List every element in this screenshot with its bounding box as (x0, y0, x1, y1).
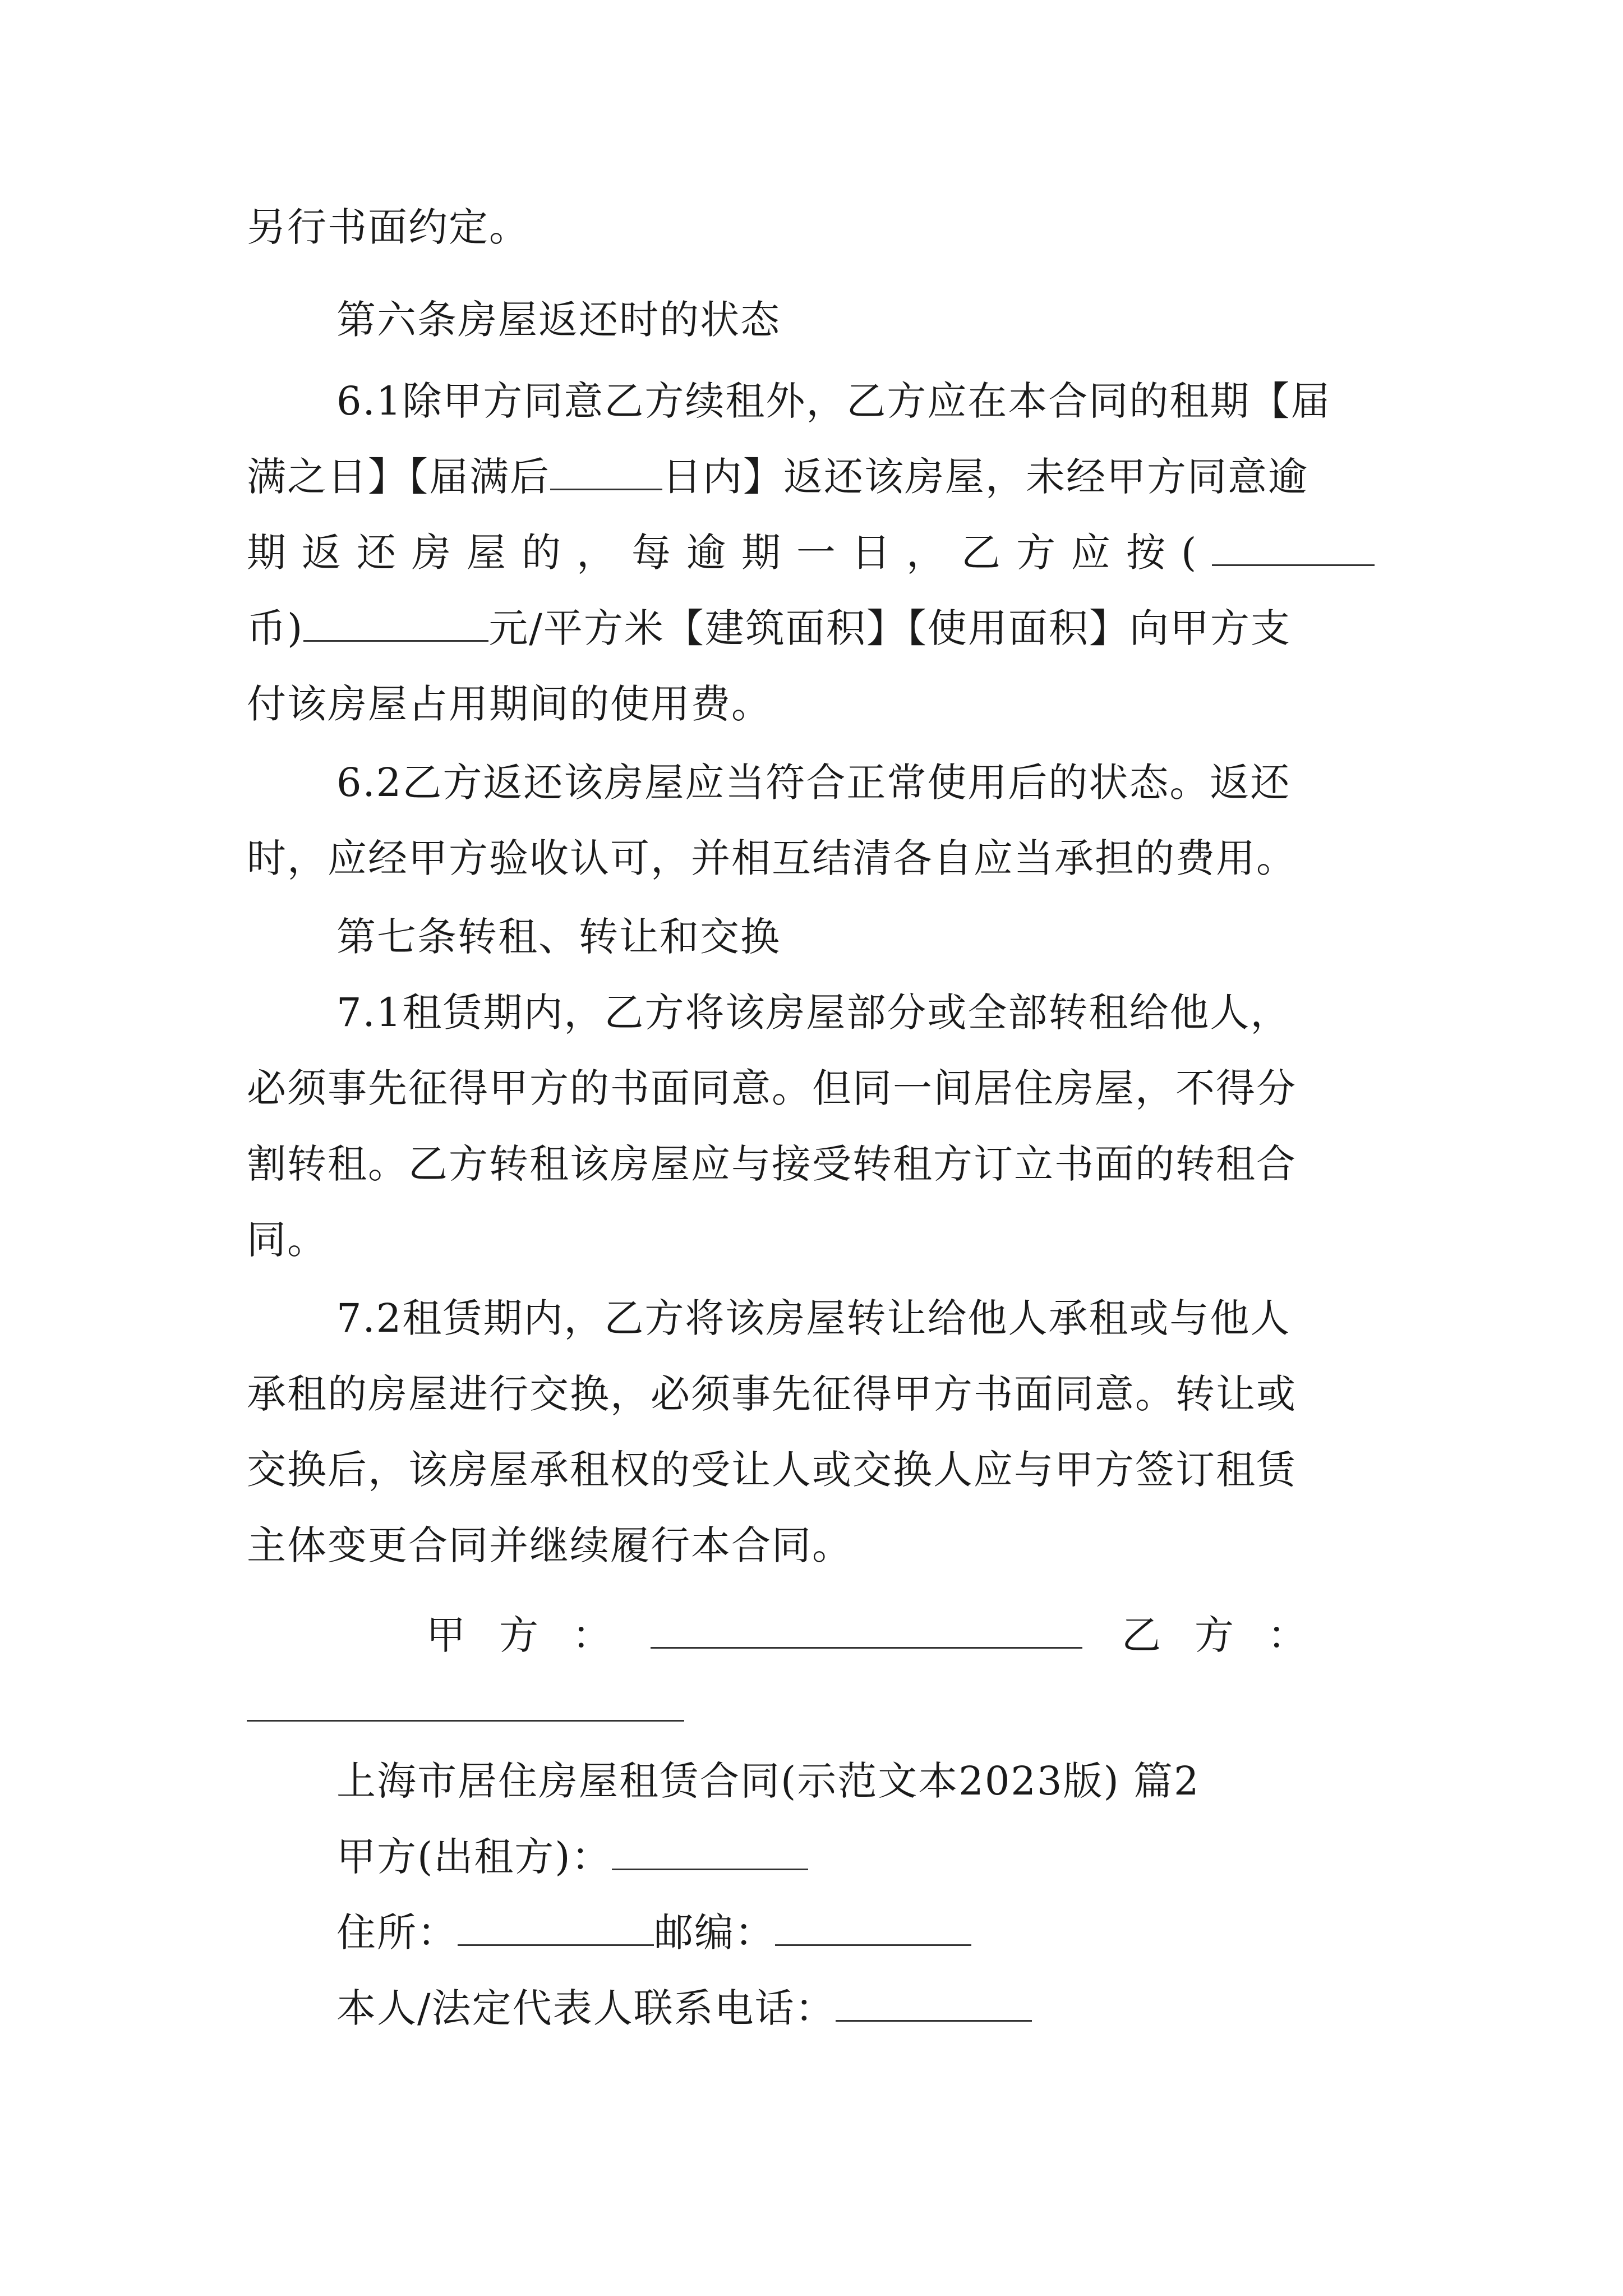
text-line (336, 1980, 1475, 2036)
party-b-label: 乙方： (1122, 1612, 1340, 1658)
blank-field (550, 453, 662, 490)
text-line (336, 1829, 1475, 1885)
address-field (458, 1908, 654, 1946)
text-line: 承租的房屋进行交换，必须事先征得甲方书面同意。转让或 (247, 1371, 1297, 1417)
section-heading-7: 第七条转租、转让和交换 (336, 914, 781, 960)
text-line: 时，应经甲方验收认可，并相互结清各自应当承担的费用。 (247, 835, 1297, 881)
text-line (247, 600, 1385, 656)
text-line: 7.2租赁期内，乙方将该房屋转让给他人承租或与他人 (336, 1295, 1291, 1341)
text-line: 必须事先征得甲方的书面同意。但同一间居住房屋，不得分 (247, 1065, 1297, 1111)
blank-field (1212, 528, 1375, 566)
phone-field (836, 1984, 1032, 2022)
phone-label: 本人/法定代表人联系电话： (336, 1985, 836, 2031)
party-a-label: 甲方： (426, 1612, 645, 1658)
text-segment: 满之日】【届满后 (247, 454, 550, 500)
text-line: 6.2乙方返还该房屋应当符合正常使用后的状态。返还 (336, 760, 1291, 806)
text-line: 交换后，该房屋承租权的受让人或交换人应与甲方签订租赁 (247, 1447, 1297, 1493)
text-line: 主体变更合同并继续履行本合同。 (247, 1522, 852, 1568)
text-line: 付该房屋占用期间的使用费。 (247, 681, 772, 727)
text-line: 6.1除甲方同意乙方续租外，乙方应在本合同的租期【届 (336, 378, 1331, 424)
party-a-lessor-label: 甲方(出租方)： (336, 1834, 612, 1880)
section-heading-6: 第六条房屋返还时的状态 (336, 297, 781, 343)
postcode-label: 邮编： (654, 1910, 775, 1955)
text-line: 7.1租赁期内，乙方将该房屋部分或全部转租给他人， (336, 990, 1291, 1036)
text-segment: 期返还房屋的，每逾期一日，乙方应按( (247, 530, 1212, 576)
signature-line (426, 1607, 1380, 1663)
text-segment: 币) (247, 605, 304, 651)
party-b-signature-field (247, 1720, 684, 1722)
text-segment: 元/平方米【建筑面积】【使用面积】向甲方支 (488, 605, 1291, 651)
contract-title: 上海市居住房屋租赁合同(示范文本2023版) 篇2 (336, 1758, 1200, 1804)
text-line (247, 524, 1385, 581)
text-segment: 日内】返还该房屋，未经甲方同意逾 (662, 454, 1308, 500)
postcode-field (775, 1908, 971, 1946)
text-line (247, 449, 1385, 505)
text-line: 同。 (247, 1217, 328, 1263)
address-label: 住所： (336, 1910, 458, 1955)
blank-field (303, 604, 488, 642)
text-line (336, 1904, 1475, 1961)
text-line: 另行书面约定。 (247, 204, 529, 250)
text-line: 割转租。乙方转租该房屋应与接受转租方订立书面的转租合 (247, 1141, 1297, 1187)
party-a-lessor-field (612, 1833, 808, 1870)
party-a-signature-field (651, 1611, 1082, 1649)
